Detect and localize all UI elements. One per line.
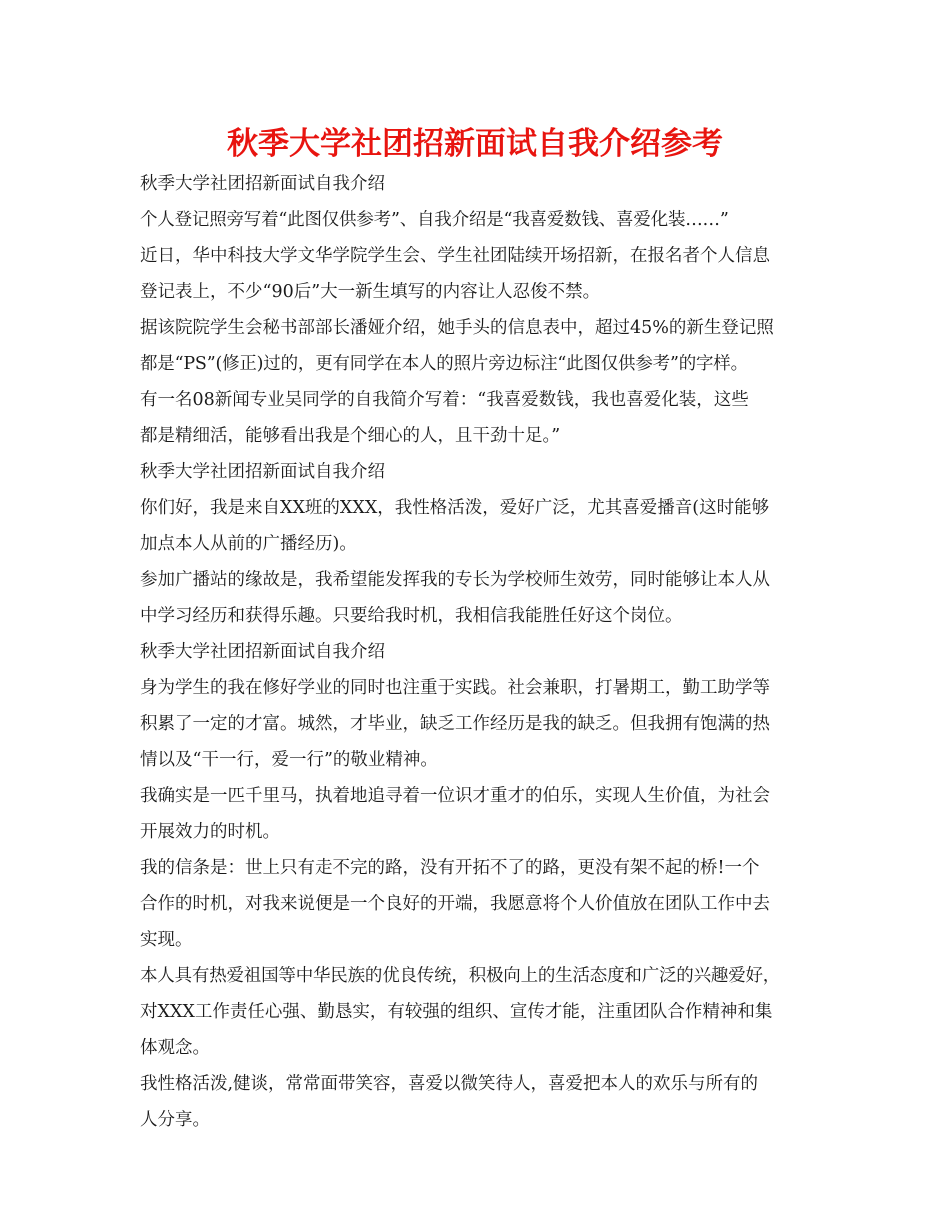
paragraph-line: 本人具有热爱祖国等中华民族的优良传统，积极向上的生活态度和广泛的兴趣爱好， (140, 966, 781, 986)
paragraph-line: 我确实是一匹千里马，执着地追寻着一位识才重才的伯乐，实现人生价值，为社会 (140, 786, 770, 806)
paragraph-line: 对XXX工作责任心强、勤恳实，有较强的组织、宣传才能，注重团队合作精神和集 (140, 1002, 773, 1022)
section-heading: 秋季大学社团招新面试自我介绍 (140, 642, 385, 662)
paragraph-line: 实现。 (140, 930, 193, 950)
paragraph-line: 都是精细活，能够看出我是个细心的人，且干劲十足。” (140, 426, 561, 446)
paragraph-line: 你们好，我是来自XX班的XXX，我性格活泼，爱好广泛，尤其喜爱播音(这时能够 (140, 498, 770, 518)
paragraph-line: 我性格活泼,健谈，常常面带笑容，喜爱以微笑待人，喜爱把本人的欢乐与所有的 (140, 1074, 759, 1094)
section-heading: 秋季大学社团招新面试自我介绍 (140, 462, 385, 482)
paragraph-line: 体观念。 (140, 1038, 210, 1058)
paragraph-line: 身为学生的我在修好学业的同时也注重于实践。社会兼职，打暑期工，勤工助学等 (140, 678, 770, 698)
document-body (140, 166, 820, 1138)
paragraph-line: 我的信条是：世上只有走不完的路，没有开拓不了的路，更没有架不起的桥!一个 (140, 858, 760, 878)
paragraph-line: 开展效力的时机。 (140, 822, 280, 842)
paragraph-line: 合作的时机，对我来说便是一个良好的开端，我愿意将个人价值放在团队工作中去 (140, 894, 770, 914)
paragraph-line: 都是“PS”(修正)过的，更有同学在本人的照片旁边标注“此图仅供参考”的字样。 (140, 354, 748, 374)
paragraph-line: 情以及“干一行，爱一行”的敬业精神。 (140, 750, 438, 770)
paragraph-line: 近日，华中科技大学文华学院学生会、学生社团陆续开场招新，在报名者个人信息 (140, 246, 770, 266)
paragraph-line: 人分享。 (140, 1110, 210, 1130)
document-title: 秋季大学社团招新面试自我介绍参考 (227, 126, 723, 162)
paragraph-line: 秋季大学社团招新面试自我介绍 (140, 174, 385, 194)
paragraph-line: 个人登记照旁写着“此图仅供参考”、自我介绍是“我喜爱数钱、喜爱化装……” (140, 210, 729, 230)
paragraph-line: 参加广播站的缘故是，我希望能发挥我的专长为学校师生效劳，同时能够让本人从 (140, 570, 770, 590)
paragraph-line: 积累了一定的才富。城然，才毕业，缺乏工作经历是我的缺乏。但我拥有饱满的热 (140, 714, 770, 734)
paragraph-line: 据该院院学生会秘书部部长潘娅介绍，她手头的信息表中，超过45%的新生登记照 (140, 318, 774, 338)
paragraph-line: 登记表上，不少“90后”大一新生填写的内容让人忍俊不禁。 (140, 282, 601, 302)
paragraph-line: 中学习经历和获得乐趣。只要给我时机，我相信我能胜任好这个岗位。 (140, 606, 683, 626)
paragraph-line: 加点本人从前的广播经历)。 (140, 534, 357, 554)
paragraph-line: 有一名08新闻专业吴同学的自我简介写着：“我喜爱数钱，我也喜爱化装，这些 (140, 390, 749, 410)
